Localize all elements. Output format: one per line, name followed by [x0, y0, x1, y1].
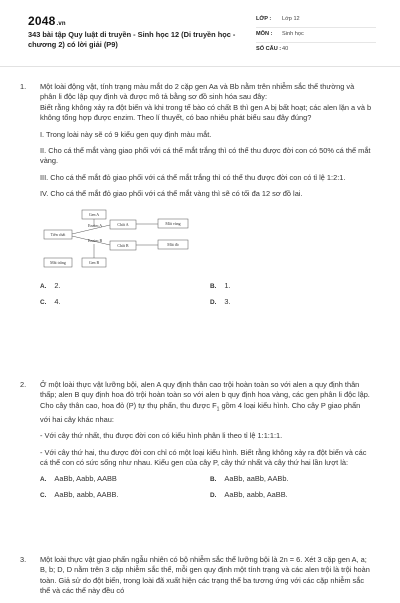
option-letter: B. [210, 283, 217, 291]
question-number: 3. [20, 555, 27, 564]
option-text: 2. [54, 281, 61, 291]
meta-label: SỐ CÂU : [256, 46, 282, 52]
mat-vang-label: Mắt vàng [165, 220, 181, 226]
meta-row-grade [256, 14, 376, 28]
gen-a-label: Gen A [88, 211, 100, 217]
meta-value: Lớp 12 [282, 16, 300, 22]
mat-trang-label: Mắt trắng [50, 259, 66, 265]
meta-value: Sinh học [282, 31, 304, 37]
chat-b-label: Chất B [117, 242, 129, 248]
question-body [40, 82, 372, 313]
mat-do-label: Mắt đỏ [167, 241, 179, 247]
option-letter: D. [210, 492, 217, 500]
option-letter: C. [40, 299, 47, 307]
question-text: - Với cây thứ hai, thu được đời con chỉ có một loại kiểu hình. Biết rằng không xảy ra đột biến và các cá thể con có sức sống như nhau. Kiểu gen của cây P, cây thứ nhất và cây thứ hai lần lượt là: [40, 447, 367, 467]
question-text: Một loài động vật, tính trạng màu mắt do 2 cặp gen Aa và Bb nằm trên nhiễm sắc thể thường và phân li độc lập quy định và được mô tả bằng sơ đồ sinh hóa sau đây: [40, 82, 355, 102]
options-row [40, 281, 372, 297]
question-number: 2. [20, 380, 27, 389]
biochemical-pathway-diagram [40, 208, 210, 270]
option-d[interactable] [210, 490, 288, 501]
statement-3: III. Cho cá thể mắt đỏ giao phối với cá thể mắt trắng thì có thể thu được đời con có tỉ lệ 1:2:1. [40, 172, 346, 182]
statement-4: IV. Cho cá thể mắt đỏ giao phối với cá thể mắt vàng thì sẽ có tối đa 12 sơ đồ lai. [40, 189, 303, 199]
question-text-part: Ở một loài thực vật lưỡng bội, alen A quy định thân cao trội hoàn toàn so với alen a quy định thân thấp; alen B quy định hoa đỏ trội hoàn toàn so với alen b quy định hoa vàng, các gen phân li độc lập. Cho cây thân cao, hoa đỏ (P) tự thụ phấn, thu được F [40, 380, 370, 410]
tien-chat-label: Tiền chất [50, 231, 66, 237]
logo-tld: .vn [56, 21, 66, 27]
options-row [40, 474, 372, 490]
option-c[interactable] [40, 297, 61, 308]
meta-label: MÔN : [256, 31, 273, 37]
option-text: AaBb, Aabb, AABB [54, 474, 117, 484]
question-number: 1. [20, 82, 27, 91]
option-text: AaBb, aaBb, AABb. [224, 474, 289, 484]
enzim-b-label: Enzim B [88, 237, 103, 243]
option-text: 4. [54, 297, 61, 307]
option-text: AaBb, aabb, AABB. [54, 490, 119, 500]
document-title: 343 bài tập Quy luật di truyền - Sinh học 12 (Di truyền học - chương 2) có lời giải (P9) [28, 30, 236, 49]
option-a[interactable] [40, 474, 117, 485]
meta-label: LỚP : [256, 16, 272, 22]
meta-row-subject [256, 29, 376, 43]
option-letter: D. [210, 299, 217, 307]
question-text: Một loài thực vật giao phấn ngẫu nhiên có bộ nhiễm sắc thể lưỡng bội là 2n = 6. Xét 3 cặp gen A, a; B, b; D, D nằm trên 3 cặp nhiễm sắc thể, mỗi gen quy định một tính trạng và các alen trội là trội hoàn toàn. Giả sử do đột biến, trong loài đã xuất hiện các trạng thể ba tương ứng với các cặp nhiễm sắc thể và các thể này đều có [40, 555, 370, 596]
site-logo[interactable] [28, 14, 66, 28]
option-b[interactable] [210, 281, 231, 292]
statement-1: I. Trong loài này sẽ có 9 kiểu gen quy định màu mắt. [40, 129, 212, 139]
option-text: 3. [224, 297, 231, 307]
option-c[interactable] [40, 490, 119, 501]
option-b[interactable] [210, 474, 289, 485]
option-letter: A. [40, 283, 47, 291]
option-letter: B. [210, 476, 217, 484]
question-text-part: gồm 4 loại kiểu hình. Cho cây P giao phấn với hai cây khác nhau: [40, 400, 361, 424]
option-letter: C. [40, 492, 47, 500]
option-letter: A. [40, 476, 47, 484]
question-body [40, 555, 372, 603]
question-body [40, 380, 372, 506]
option-a[interactable] [40, 281, 61, 292]
meta-row-count [256, 44, 376, 57]
options-row [40, 490, 372, 506]
enzim-a-label: Enzim A [88, 222, 103, 228]
option-text: 1. [224, 281, 231, 291]
question-text [40, 380, 372, 425]
option-d[interactable] [210, 297, 231, 308]
document-header [0, 0, 400, 67]
meta-value: 40 [282, 46, 289, 52]
logo-text: 2048 [28, 14, 56, 28]
question-text: - Với cây thứ nhất, thu được đời con có kiểu hình phân li theo tỉ lệ 1:1:1:1. [40, 431, 283, 441]
option-text: AaBb, aabb, AaBB. [224, 490, 288, 500]
question-text: Biết rằng không xảy ra đột biến và khi trong tế bào có chất B thì gen A bị bất hoạt; các alen lặn a và b không tổng hợp được enzim. Theo lí thuyết, có bao nhiêu phát biểu sau đây đúng? [40, 102, 372, 123]
subscript: 1 [216, 406, 220, 413]
options-row [40, 297, 372, 313]
gen-b-label: Gen B [88, 259, 100, 265]
statement-2: II. Cho cá thể mắt vàng giao phối với cá thể mắt trắng thì có thể thu được đời con có 50% cá thể mắt vàng. [40, 146, 371, 166]
chat-a-label: Chất A [117, 221, 129, 227]
